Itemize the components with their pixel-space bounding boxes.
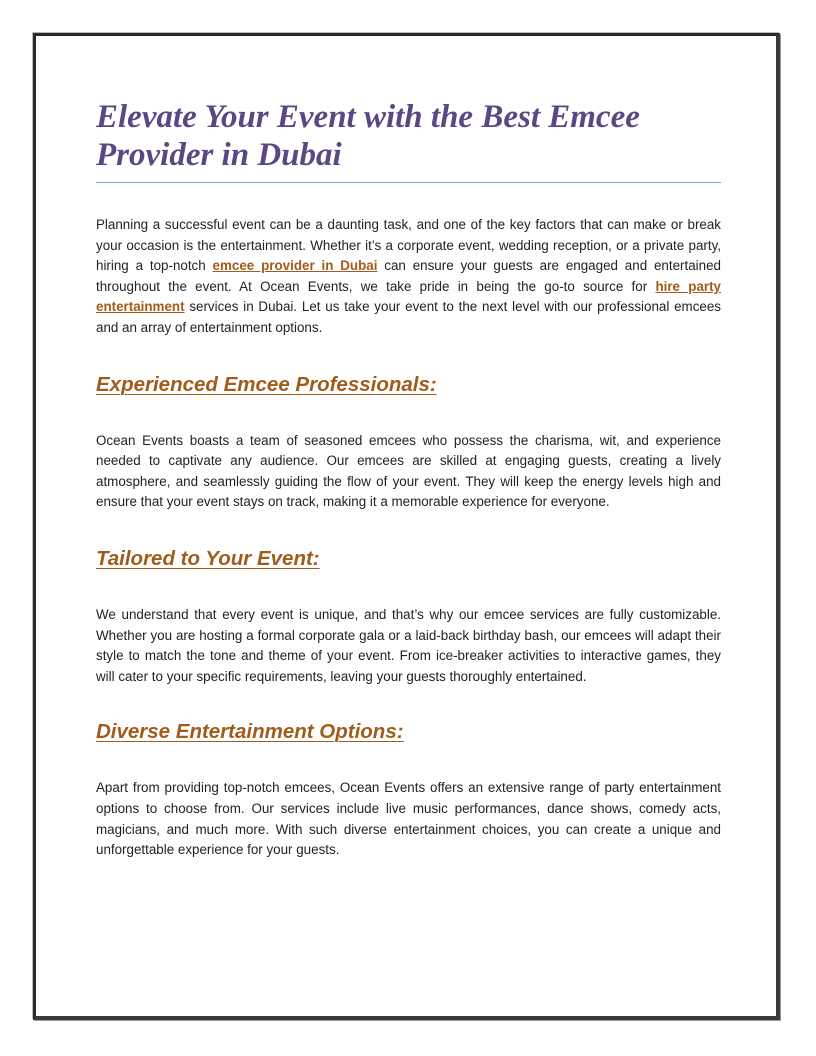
document-body [96,96,721,861]
document-title: Elevate Your Event with the Best Emcee Provider in Dubai [96,98,721,183]
section-heading-diverse-options: Diverse Entertainment Options: [96,720,404,744]
intro-paragraph [96,215,721,339]
intro-text-1: Planning a successful event can be a daunting task, and one of the key factors that can make or break your occasion is the entertainment. Whether it’s a corporate event, wedding reception, or a private party, hiring a top-notch [96,217,721,274]
section-heading-tailored: Tailored to Your Event: [96,546,320,570]
intro-text-3: services in Dubai. Let us take your event to the next level with our professional emcees and an array of entertainment options. [96,299,721,335]
section-paragraph-experienced-emcee: Ocean Events boasts a team of seasoned emcees who possess the charisma, wit, and experience needed to captivate any audience. Our emcees are skilled at engaging guests, creating a lively atmosphere, and seamlessly guiding the flow of your event. They will keep the energy levels high and ensure that your event stays on track, making it a memorable experience for everyone. [96,432,721,510]
section-heading-experienced-emcee: Experienced Emcee Professionals: [96,372,437,396]
section-paragraph-tailored: We understand that every event is unique, and that’s why our emcee services are fully customizable. Whether you are hosting a formal corporate gala or a laid-back birthday bash, our emcees will adapt their style to match the tone and theme of your event. From ice-breaker activities to interactive games, they will cater to your specific requirements, leaving your guests thoroughly entertained. [96,606,721,684]
intro-text-2: can ensure your guests are engaged and entertained throughout the event. At Ocean Events, we take pride in being the go-to source for [96,258,721,294]
section-paragraph-diverse-options: Apart from providing top-notch emcees, Ocean Events offers an extensive range of party entertainment options to choose from. Our services include live music performances, dance shows, comedy acts, magicians, and much more. With such diverse entertainment choices, you can create a unique and unforgettable experience for your guests. [96,780,721,858]
emcee-provider-link[interactable]: emcee provider in Dubai [212,258,378,274]
hire-party-entertainment-link[interactable]: hire party entertainment [96,278,722,315]
